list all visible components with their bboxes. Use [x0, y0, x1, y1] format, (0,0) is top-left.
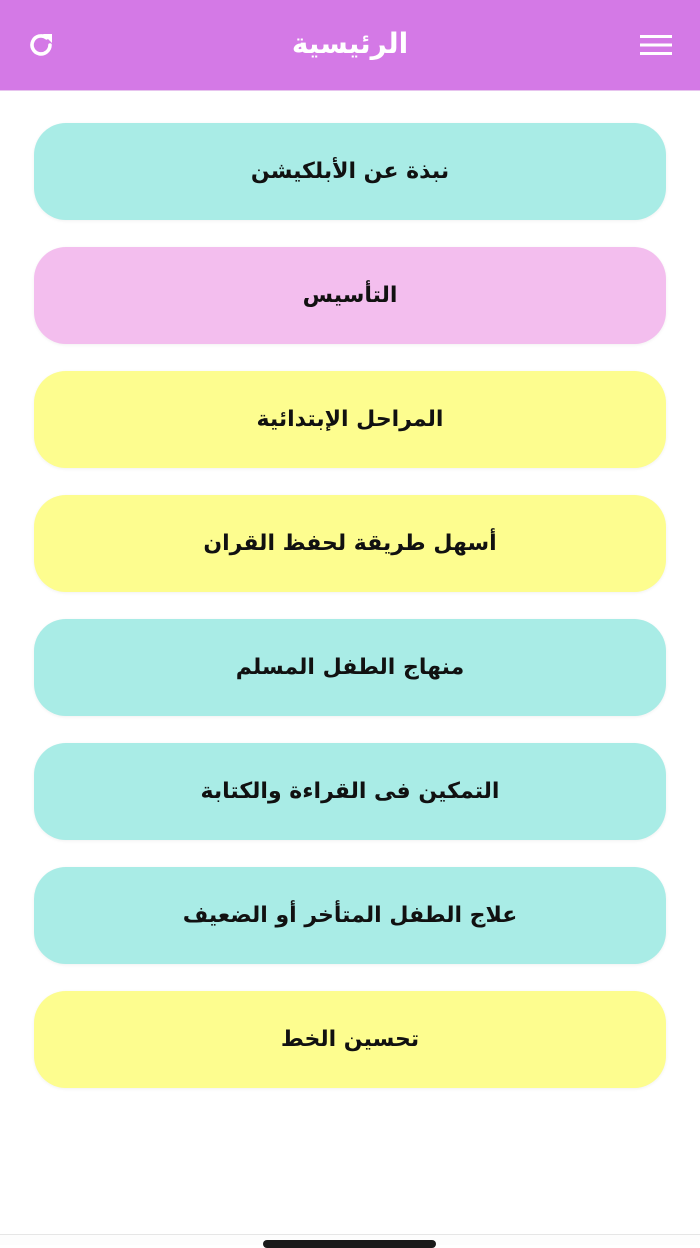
menu-item-label: منهاج الطفل المسلم: [235, 654, 465, 680]
hamburger-menu-icon: [640, 33, 672, 57]
home-indicator[interactable]: [263, 1240, 436, 1248]
menu-item-primary-stages[interactable]: [34, 371, 666, 468]
menu-item-struggling-child[interactable]: [34, 867, 666, 964]
menu-item-label: التأسيس: [302, 282, 398, 308]
menu-item-handwriting[interactable]: [34, 991, 666, 1088]
menu-item-label: المراحل الإبتدائية: [256, 406, 444, 432]
main-menu-list: [34, 123, 666, 1115]
menu-item-foundation[interactable]: [34, 247, 666, 344]
menu-item-label: نبذة عن الأبلكيشن: [250, 158, 450, 184]
menu-item-reading-writing[interactable]: [34, 743, 666, 840]
hamburger-menu-button[interactable]: [636, 28, 676, 62]
menu-item-label: علاج الطفل المتأخر أو الضعيف: [182, 902, 518, 928]
menu-item-about-app[interactable]: [34, 123, 666, 220]
app-header: [0, 0, 700, 91]
menu-item-label: تحسين الخط: [280, 1026, 420, 1052]
menu-item-muslim-child-curriculum[interactable]: [34, 619, 666, 716]
menu-item-label: التمكين فى القراءة والكتابة: [200, 778, 500, 804]
menu-item-quran-memorization[interactable]: [34, 495, 666, 592]
menu-item-label: أسهل طريقة لحفظ القران: [203, 530, 497, 556]
page-title: الرئيسية: [291, 27, 409, 60]
